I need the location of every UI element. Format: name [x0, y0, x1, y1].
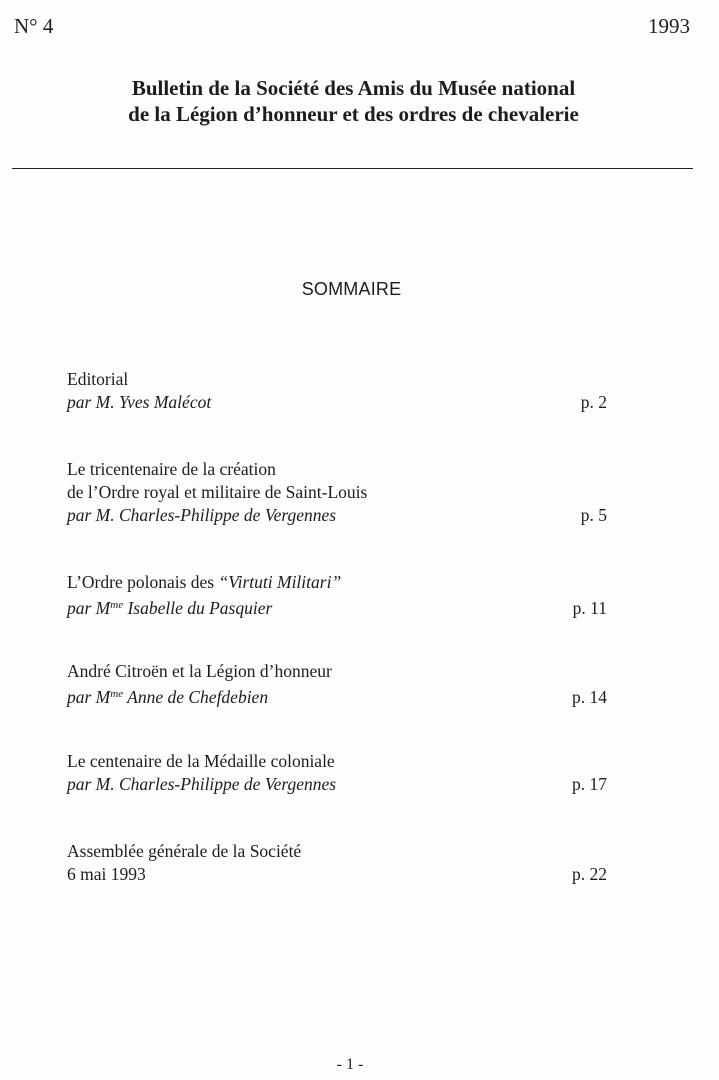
- bulletin-title-line-2: de la Légion d’honneur et des ordres de chevalerie: [128, 102, 579, 126]
- toc-entry-page: p. 11: [572, 598, 607, 618]
- page-number: - 1 -: [336, 1056, 364, 1073]
- toc-entry-author-sup: me: [110, 688, 124, 700]
- toc-entry-page: p. 5: [580, 505, 607, 525]
- toc-entry-title-italic: “Virtuti Militari”: [218, 572, 342, 592]
- toc-entry-author: par M. Charles-Philippe de Vergennes: [67, 774, 337, 794]
- header-divider: [12, 168, 693, 169]
- bulletin-title: [0, 75, 707, 127]
- toc-entry-author: par M. Yves Malécot: [67, 392, 212, 412]
- toc-entry-saint-louis: [67, 458, 607, 527]
- toc-entry-title: Le centenaire de la Médaille coloniale: [67, 751, 335, 771]
- toc-entry-page: p. 17: [572, 774, 607, 794]
- bulletin-title-line-1: Bulletin de la Société des Amis du Musée national: [131, 76, 576, 100]
- toc-entry-andre-citroen: [67, 660, 607, 709]
- toc-entry-page: p. 2: [580, 392, 607, 412]
- publication-year: 1993: [648, 14, 690, 38]
- toc-entry-title: André Citroën et la Légion d’honneur: [67, 661, 332, 681]
- issue-number: N° 4: [14, 14, 54, 38]
- toc-entry-editorial: [67, 368, 607, 414]
- toc-entry-title: Editorial: [67, 369, 129, 389]
- toc-entry-page: p. 14: [572, 687, 607, 707]
- toc-entry-author: par M. Charles-Philippe de Vergennes: [67, 505, 337, 525]
- toc-entry-title-prefix: L’Ordre polonais des: [67, 572, 219, 592]
- sommaire-heading: SOMMAIRE: [301, 279, 402, 299]
- toc-entry-medaille-coloniale: [67, 750, 607, 796]
- toc-entry-date: 6 mai 1993: [67, 864, 146, 884]
- toc-entry-title-line-1: Le tricentenaire de la création: [67, 459, 276, 479]
- toc-entry-author-name: Isabelle du Pasquier: [123, 598, 273, 618]
- toc-entry-title: Assemblée générale de la Société: [67, 841, 302, 861]
- toc-entry-author: [67, 594, 607, 620]
- toc-entry-author-prefix: par M: [67, 687, 111, 707]
- toc-entry-assemblee-generale: [67, 840, 607, 886]
- toc-entry-virtuti-militari: [67, 571, 607, 620]
- toc-entry-author: [67, 683, 607, 709]
- toc-entry-author-sup: me: [110, 599, 124, 611]
- toc-entry-author-name: Anne de Chefdebien: [123, 687, 269, 707]
- toc-entry-title-line-2: de l’Ordre royal et militaire de Saint-Louis: [67, 482, 368, 502]
- toc-entry-page: p. 22: [572, 864, 607, 884]
- toc-entry-title: [67, 571, 607, 594]
- toc-entry-author-prefix: par M: [67, 598, 111, 618]
